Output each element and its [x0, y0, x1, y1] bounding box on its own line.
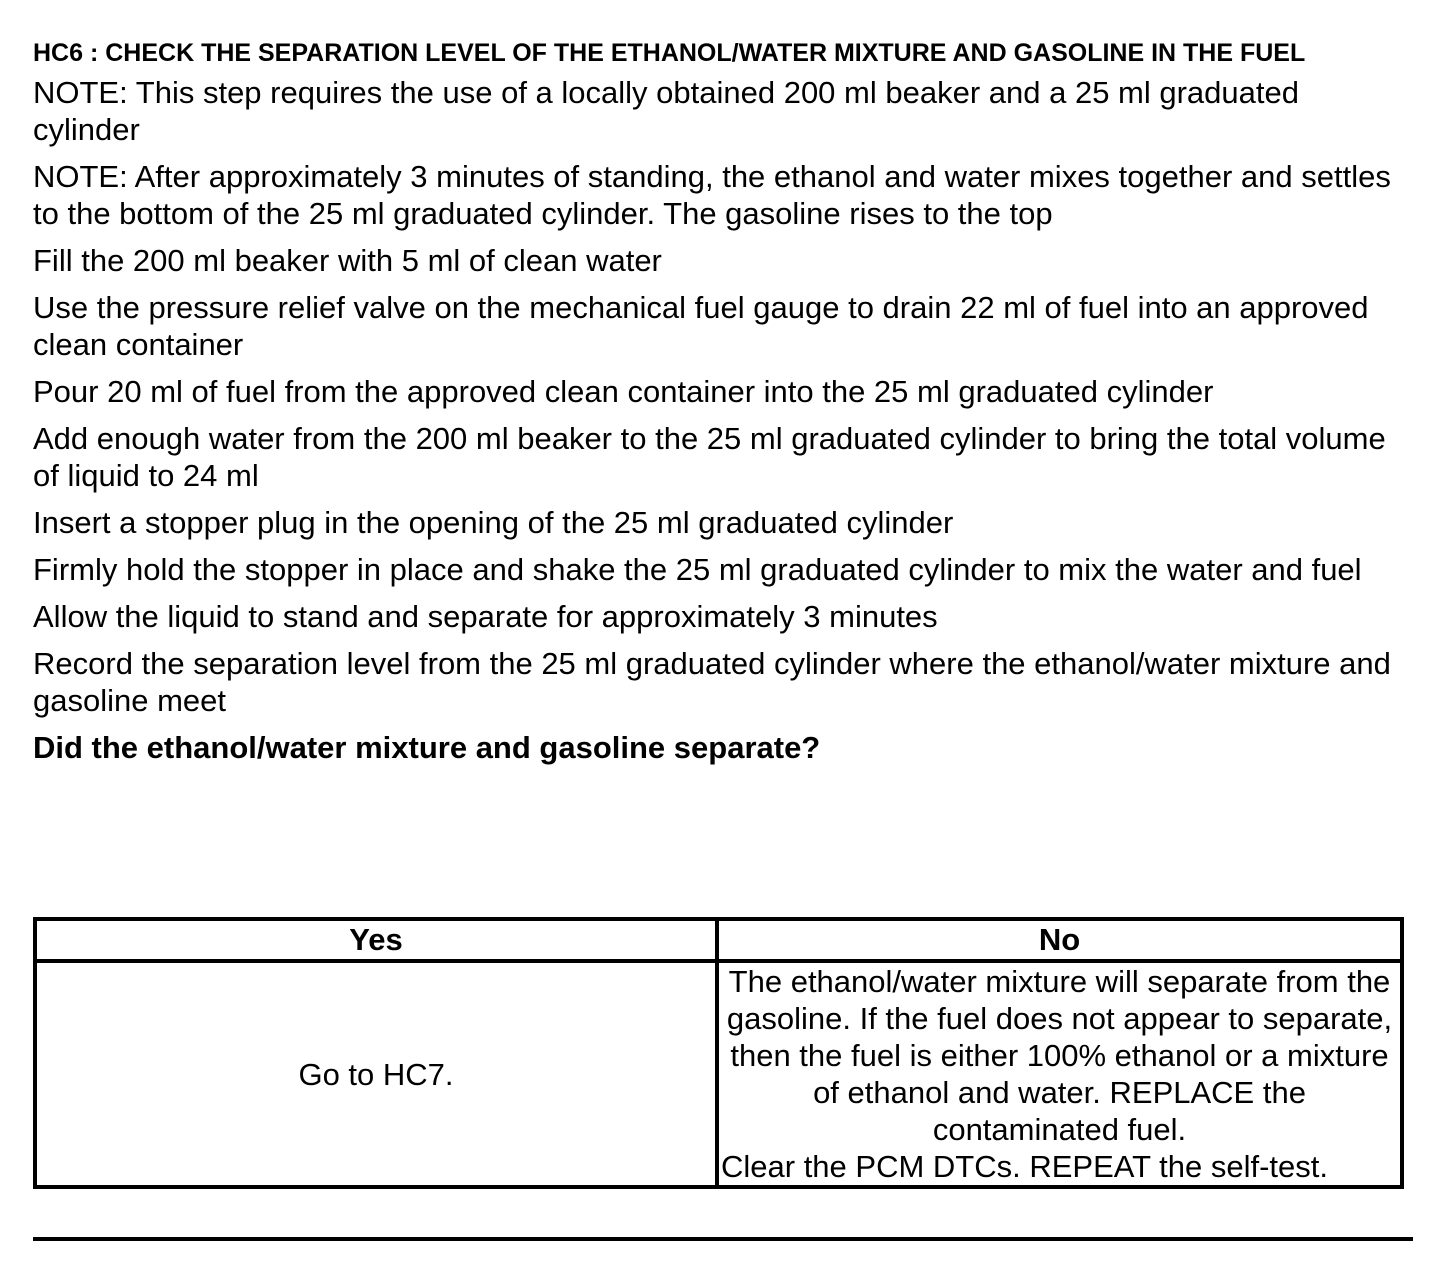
- no-action-cell: [717, 961, 1402, 1187]
- step-shake-cylinder: Firmly hold the stopper in place and shake the 25 ml graduated cylinder to mix the water and fuel: [33, 552, 1362, 587]
- bottom-divider: [33, 1237, 1413, 1241]
- step-drain-fuel: Use the pressure relief valve on the mechanical fuel gauge to drain 22 ml of fuel into an approved clean container: [33, 290, 1369, 362]
- step-pour-fuel: Pour 20 ml of fuel from the approved clean container into the 25 ml graduated cylinder: [33, 374, 1214, 409]
- step-record-level: Record the separation level from the 25 ml graduated cylinder where the ethanol/water mixture and gasoline meet: [33, 646, 1391, 718]
- step-heading: HC6 : CHECK THE SEPARATION LEVEL OF THE ETHANOL/WATER MIXTURE AND GASOLINE IN THE FUEL: [33, 39, 1306, 67]
- no-column-header: No: [717, 919, 1402, 961]
- yes-action-cell: [35, 961, 717, 1187]
- decision-table-body-row: [35, 961, 1402, 1187]
- yes-action-text: Go to HC7.: [298, 1056, 454, 1092]
- decision-question: Did the ethanol/water mixture and gasoline separate?: [33, 730, 821, 765]
- step-allow-separate: Allow the liquid to stand and separate for approximately 3 minutes: [33, 599, 938, 634]
- no-followup-text: Clear the PCM DTCs. REPEAT the self-test.: [721, 1149, 1328, 1184]
- no-action-text: The ethanol/water mixture will separate from the gasoline. If the fuel does not appear to separate, then the fuel is either 100% ethanol or a mixture of ethanol and water. REPLACE the contaminated fuel.: [726, 964, 1393, 1147]
- decision-table: [33, 917, 1404, 1189]
- procedure-content: [33, 34, 1413, 766]
- yes-column-header: Yes: [35, 919, 717, 961]
- step-fill-beaker: Fill the 200 ml beaker with 5 ml of clean water: [33, 243, 662, 278]
- step-note-equipment: NOTE: This step requires the use of a locally obtained 200 ml beaker and a 25 ml graduated cylinder: [33, 75, 1299, 147]
- step-add-water: Add enough water from the 200 ml beaker to the 25 ml graduated cylinder to bring the total volume of liquid to 24 ml: [33, 421, 1386, 493]
- decision-table-header-row: [35, 919, 1402, 961]
- step-note-settling: NOTE: After approximately 3 minutes of standing, the ethanol and water mixes together and settles to the bottom of the 25 ml graduated cylinder. The gasoline rises to the top: [33, 159, 1391, 231]
- step-insert-stopper: Insert a stopper plug in the opening of the 25 ml graduated cylinder: [33, 505, 954, 540]
